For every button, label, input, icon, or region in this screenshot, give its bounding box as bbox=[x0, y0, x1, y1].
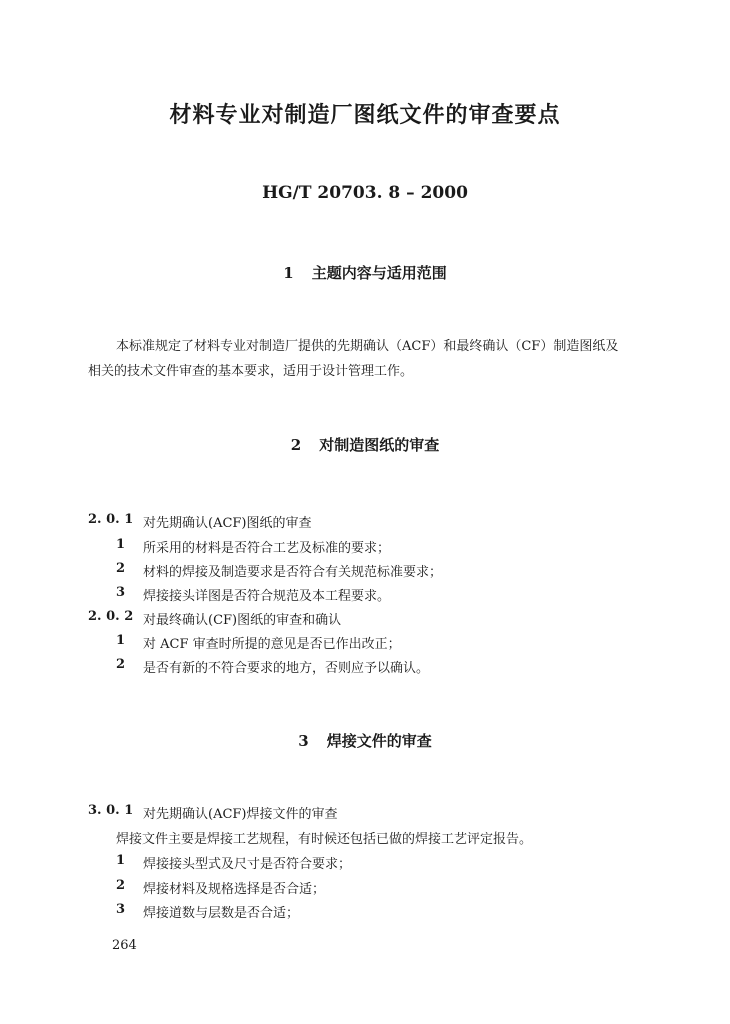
clause-number: 3. 0. 1 bbox=[88, 803, 134, 818]
clause-text: 对先期确认(ACF)焊接文件的审查 bbox=[143, 807, 338, 822]
item-number: 3 bbox=[116, 585, 126, 600]
section-number: 2 bbox=[290, 436, 302, 454]
standard-code: HG/T 20703. 8 – 2000 bbox=[262, 183, 468, 203]
item-text: 焊接接头详图是否符合规范及本工程要求。 bbox=[143, 589, 391, 604]
clause-note: 焊接文件主要是焊接工艺规程，有时候还包括已做的焊接工艺评定报告。 bbox=[116, 832, 533, 847]
item-text: 是否有新的不符合要求的地方，否则应予以确认。 bbox=[143, 661, 430, 676]
item-number: 1 bbox=[116, 537, 126, 552]
item-text: 焊接道数与层数是否合适； bbox=[143, 906, 300, 921]
item-number: 2 bbox=[116, 878, 126, 893]
item-number: 2 bbox=[116, 657, 126, 672]
section-number: 3 bbox=[298, 732, 309, 750]
section-title: 焊接文件的审查 bbox=[326, 732, 432, 750]
document-title: 材料专业对制造厂图纸文件的审查要点 bbox=[169, 103, 561, 128]
section-number: 1 bbox=[283, 264, 294, 282]
item-text: 焊接材料及规格选择是否合适； bbox=[143, 882, 326, 897]
section-2-heading bbox=[0, 434, 730, 455]
paragraph-line: 本标准规定了材料专业对制造厂提供的先期确认（ACF）和最终确认（CF）制造图纸及 bbox=[116, 339, 619, 354]
clause-number: 2. 0. 1 bbox=[88, 512, 134, 527]
section-title: 主题内容与适用范围 bbox=[311, 264, 447, 282]
item-text: 焊接接头型式及尺寸是否符合要求； bbox=[143, 857, 352, 872]
item-text: 所采用的材料是否符合工艺及标准的要求； bbox=[143, 541, 391, 556]
section-1-heading bbox=[0, 262, 730, 283]
item-number: 2 bbox=[116, 561, 126, 576]
item-text: 材料的焊接及制造要求是否符合有关规范标准要求； bbox=[143, 565, 443, 580]
section-3-heading bbox=[0, 730, 730, 751]
clause-text: 对最终确认(CF)图纸的审查和确认 bbox=[143, 613, 342, 628]
item-number: 1 bbox=[116, 633, 126, 648]
item-number: 3 bbox=[116, 902, 126, 917]
item-text: 对 ACF 审查时所提的意见是否已作出改正； bbox=[143, 637, 401, 652]
section-title: 对制造图纸的审查 bbox=[319, 436, 440, 454]
paragraph-line: 相关的技术文件审查的基本要求，适用于设计管理工作。 bbox=[88, 364, 414, 379]
clause-number: 2. 0. 2 bbox=[88, 609, 134, 624]
page-number: 264 bbox=[112, 938, 137, 953]
clause-text: 对先期确认(ACF)图纸的审查 bbox=[143, 516, 312, 531]
item-number: 1 bbox=[116, 853, 126, 868]
